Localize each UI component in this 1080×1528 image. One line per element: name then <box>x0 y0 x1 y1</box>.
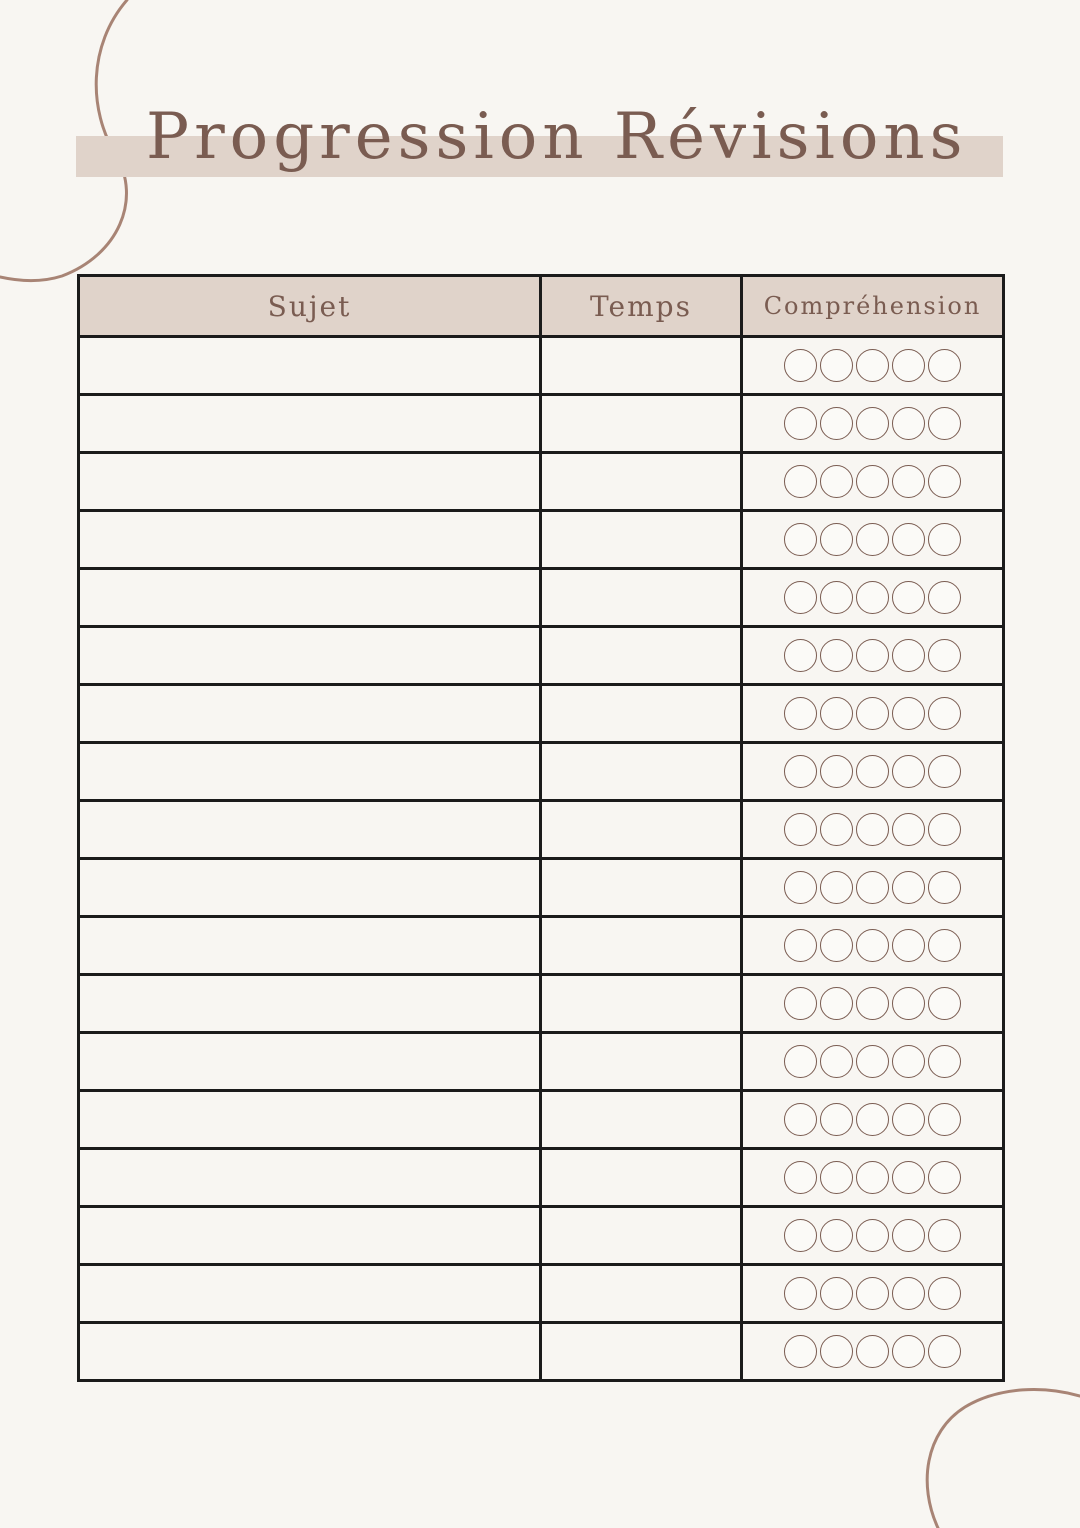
rating-circle-icon[interactable] <box>820 407 853 440</box>
time-cell[interactable] <box>541 1033 742 1091</box>
rating-circle-icon[interactable] <box>784 929 817 962</box>
rating-circle-icon[interactable] <box>820 697 853 730</box>
subject-cell[interactable] <box>79 627 541 685</box>
rating-circle-icon[interactable] <box>892 1219 925 1252</box>
rating-circle-icon[interactable] <box>928 813 961 846</box>
time-cell[interactable] <box>541 627 742 685</box>
rating-circle-icon[interactable] <box>784 581 817 614</box>
comprehension-rating <box>784 639 961 672</box>
rating-circle-icon[interactable] <box>928 465 961 498</box>
rating-circle-icon[interactable] <box>784 407 817 440</box>
comprehension-cell <box>742 395 1004 453</box>
rating-circle-icon[interactable] <box>784 349 817 382</box>
rating-circle-icon[interactable] <box>784 465 817 498</box>
time-cell[interactable] <box>541 337 742 395</box>
rating-circle-icon[interactable] <box>820 1335 853 1368</box>
rating-circle-icon[interactable] <box>928 639 961 672</box>
time-cell[interactable] <box>541 801 742 859</box>
rating-circle-icon[interactable] <box>784 523 817 556</box>
time-cell[interactable] <box>541 453 742 511</box>
rating-circle-icon[interactable] <box>856 1045 889 1078</box>
subject-cell[interactable] <box>79 1033 541 1091</box>
time-cell[interactable] <box>541 1323 742 1381</box>
rating-circle-icon[interactable] <box>928 1045 961 1078</box>
rating-circle-icon[interactable] <box>928 1161 961 1194</box>
rating-circle-icon[interactable] <box>820 581 853 614</box>
rating-circle-icon[interactable] <box>928 407 961 440</box>
table-row <box>79 1033 1004 1091</box>
rating-circle-icon[interactable] <box>856 813 889 846</box>
rating-circle-icon[interactable] <box>856 1335 889 1368</box>
rating-circle-icon[interactable] <box>856 581 889 614</box>
comprehension-rating <box>784 465 961 498</box>
subject-cell[interactable] <box>79 975 541 1033</box>
rating-circle-icon[interactable] <box>820 871 853 904</box>
column-header-time: Temps <box>541 276 742 337</box>
rating-circle-icon[interactable] <box>820 1219 853 1252</box>
time-cell[interactable] <box>541 859 742 917</box>
table-body <box>79 337 1004 1381</box>
time-cell[interactable] <box>541 743 742 801</box>
rating-circle-icon[interactable] <box>928 1335 961 1368</box>
rating-circle-icon[interactable] <box>928 755 961 788</box>
time-cell[interactable] <box>541 1265 742 1323</box>
rating-circle-icon[interactable] <box>820 1103 853 1136</box>
table-row <box>79 975 1004 1033</box>
comprehension-cell <box>742 1091 1004 1149</box>
rating-circle-icon[interactable] <box>820 813 853 846</box>
table-row <box>79 801 1004 859</box>
subject-cell[interactable] <box>79 685 541 743</box>
column-header-subject: Sujet <box>79 276 541 337</box>
table-row <box>79 1149 1004 1207</box>
rating-circle-icon[interactable] <box>856 407 889 440</box>
rating-circle-icon[interactable] <box>928 929 961 962</box>
time-cell[interactable] <box>541 1207 742 1265</box>
rating-circle-icon[interactable] <box>892 639 925 672</box>
comprehension-cell <box>742 801 1004 859</box>
comprehension-rating <box>784 755 961 788</box>
rating-circle-icon[interactable] <box>784 639 817 672</box>
table-row <box>79 1265 1004 1323</box>
rating-circle-icon[interactable] <box>856 1219 889 1252</box>
time-cell[interactable] <box>541 511 742 569</box>
comprehension-rating <box>784 871 961 904</box>
comprehension-rating <box>784 1103 961 1136</box>
table-row <box>79 917 1004 975</box>
rating-circle-icon[interactable] <box>892 697 925 730</box>
rating-circle-icon[interactable] <box>820 987 853 1020</box>
rating-circle-icon[interactable] <box>892 581 925 614</box>
revision-progress-table <box>77 274 1005 1382</box>
time-cell[interactable] <box>541 975 742 1033</box>
time-cell[interactable] <box>541 395 742 453</box>
time-cell[interactable] <box>541 685 742 743</box>
rating-circle-icon[interactable] <box>856 465 889 498</box>
rating-circle-icon[interactable] <box>928 1219 961 1252</box>
comprehension-cell <box>742 1265 1004 1323</box>
rating-circle-icon[interactable] <box>892 1277 925 1310</box>
subject-cell[interactable] <box>79 1091 541 1149</box>
rating-circle-icon[interactable] <box>784 1219 817 1252</box>
subject-cell[interactable] <box>79 1207 541 1265</box>
table-row <box>79 685 1004 743</box>
rating-circle-icon[interactable] <box>856 871 889 904</box>
rating-circle-icon[interactable] <box>784 1161 817 1194</box>
subject-cell[interactable] <box>79 743 541 801</box>
comprehension-rating <box>784 523 961 556</box>
rating-circle-icon[interactable] <box>856 639 889 672</box>
rating-circle-icon[interactable] <box>784 1277 817 1310</box>
rating-circle-icon[interactable] <box>892 929 925 962</box>
rating-circle-icon[interactable] <box>892 871 925 904</box>
bottom-right-curve <box>927 1390 1080 1528</box>
rating-circle-icon[interactable] <box>820 755 853 788</box>
rating-circle-icon[interactable] <box>856 1277 889 1310</box>
table-row <box>79 627 1004 685</box>
table-row <box>79 569 1004 627</box>
rating-circle-icon[interactable] <box>820 929 853 962</box>
rating-circle-icon[interactable] <box>784 755 817 788</box>
comprehension-cell <box>742 743 1004 801</box>
comprehension-rating <box>784 349 961 382</box>
table-row <box>79 1323 1004 1381</box>
comprehension-rating <box>784 1161 961 1194</box>
rating-circle-icon[interactable] <box>928 1103 961 1136</box>
subject-cell[interactable] <box>79 569 541 627</box>
comprehension-cell <box>742 685 1004 743</box>
rating-circle-icon[interactable] <box>820 1045 853 1078</box>
time-cell[interactable] <box>541 1091 742 1149</box>
rating-circle-icon[interactable] <box>784 1335 817 1368</box>
rating-circle-icon[interactable] <box>892 407 925 440</box>
rating-circle-icon[interactable] <box>892 349 925 382</box>
comprehension-rating <box>784 1277 961 1310</box>
table-row <box>79 1207 1004 1265</box>
comprehension-cell <box>742 511 1004 569</box>
comprehension-cell <box>742 975 1004 1033</box>
comprehension-cell <box>742 1033 1004 1091</box>
rating-circle-icon[interactable] <box>820 349 853 382</box>
subject-cell[interactable] <box>79 1149 541 1207</box>
subject-cell[interactable] <box>79 453 541 511</box>
rating-circle-icon[interactable] <box>928 1277 961 1310</box>
subject-cell[interactable] <box>79 395 541 453</box>
table-row <box>79 743 1004 801</box>
comprehension-rating <box>784 581 961 614</box>
rating-circle-icon[interactable] <box>784 813 817 846</box>
rating-circle-icon[interactable] <box>820 639 853 672</box>
comprehension-cell <box>742 569 1004 627</box>
rating-circle-icon[interactable] <box>928 871 961 904</box>
comprehension-cell <box>742 917 1004 975</box>
rating-circle-icon[interactable] <box>928 697 961 730</box>
comprehension-rating <box>784 697 961 730</box>
rating-circle-icon[interactable] <box>784 697 817 730</box>
comprehension-rating <box>784 987 961 1020</box>
time-cell[interactable] <box>541 1149 742 1207</box>
rating-circle-icon[interactable] <box>892 1045 925 1078</box>
rating-circle-icon[interactable] <box>928 349 961 382</box>
table-header-row <box>79 276 1004 337</box>
rating-circle-icon[interactable] <box>856 697 889 730</box>
time-cell[interactable] <box>541 569 742 627</box>
comprehension-cell <box>742 1323 1004 1381</box>
rating-circle-icon[interactable] <box>856 523 889 556</box>
table-row <box>79 337 1004 395</box>
time-cell[interactable] <box>541 917 742 975</box>
comprehension-rating <box>784 929 961 962</box>
comprehension-rating <box>784 407 961 440</box>
rating-circle-icon[interactable] <box>892 523 925 556</box>
rating-circle-icon[interactable] <box>784 987 817 1020</box>
rating-circle-icon[interactable] <box>856 987 889 1020</box>
rating-circle-icon[interactable] <box>784 1103 817 1136</box>
rating-circle-icon[interactable] <box>892 1103 925 1136</box>
rating-circle-icon[interactable] <box>856 1161 889 1194</box>
subject-cell[interactable] <box>79 917 541 975</box>
table-row <box>79 859 1004 917</box>
table-row <box>79 511 1004 569</box>
rating-circle-icon[interactable] <box>892 465 925 498</box>
rating-circle-icon[interactable] <box>928 987 961 1020</box>
comprehension-rating <box>784 813 961 846</box>
comprehension-rating <box>784 1219 961 1252</box>
rating-circle-icon[interactable] <box>928 523 961 556</box>
rating-circle-icon[interactable] <box>928 581 961 614</box>
comprehension-cell <box>742 337 1004 395</box>
rating-circle-icon[interactable] <box>820 523 853 556</box>
page-title: Progression Révisions <box>146 100 968 174</box>
subject-cell[interactable] <box>79 859 541 917</box>
rating-circle-icon[interactable] <box>856 349 889 382</box>
rating-circle-icon[interactable] <box>856 929 889 962</box>
comprehension-rating <box>784 1045 961 1078</box>
comprehension-cell <box>742 453 1004 511</box>
rating-circle-icon[interactable] <box>892 987 925 1020</box>
comprehension-cell <box>742 627 1004 685</box>
column-header-comprehension: Compréhension <box>742 276 1004 337</box>
rating-circle-icon[interactable] <box>892 1335 925 1368</box>
table-row <box>79 453 1004 511</box>
subject-cell[interactable] <box>79 1265 541 1323</box>
rating-circle-icon[interactable] <box>820 465 853 498</box>
rating-circle-icon[interactable] <box>856 1103 889 1136</box>
subject-cell[interactable] <box>79 511 541 569</box>
subject-cell[interactable] <box>79 1323 541 1381</box>
rating-circle-icon[interactable] <box>784 871 817 904</box>
rating-circle-icon[interactable] <box>784 1045 817 1078</box>
table-row <box>79 1091 1004 1149</box>
subject-cell[interactable] <box>79 801 541 859</box>
comprehension-cell <box>742 1149 1004 1207</box>
rating-circle-icon[interactable] <box>856 755 889 788</box>
subject-cell[interactable] <box>79 337 541 395</box>
comprehension-rating <box>784 1335 961 1368</box>
table-row <box>79 395 1004 453</box>
rating-circle-icon[interactable] <box>892 813 925 846</box>
rating-circle-icon[interactable] <box>892 1161 925 1194</box>
comprehension-cell <box>742 859 1004 917</box>
rating-circle-icon[interactable] <box>892 755 925 788</box>
rating-circle-icon[interactable] <box>820 1161 853 1194</box>
rating-circle-icon[interactable] <box>820 1277 853 1310</box>
comprehension-cell <box>742 1207 1004 1265</box>
